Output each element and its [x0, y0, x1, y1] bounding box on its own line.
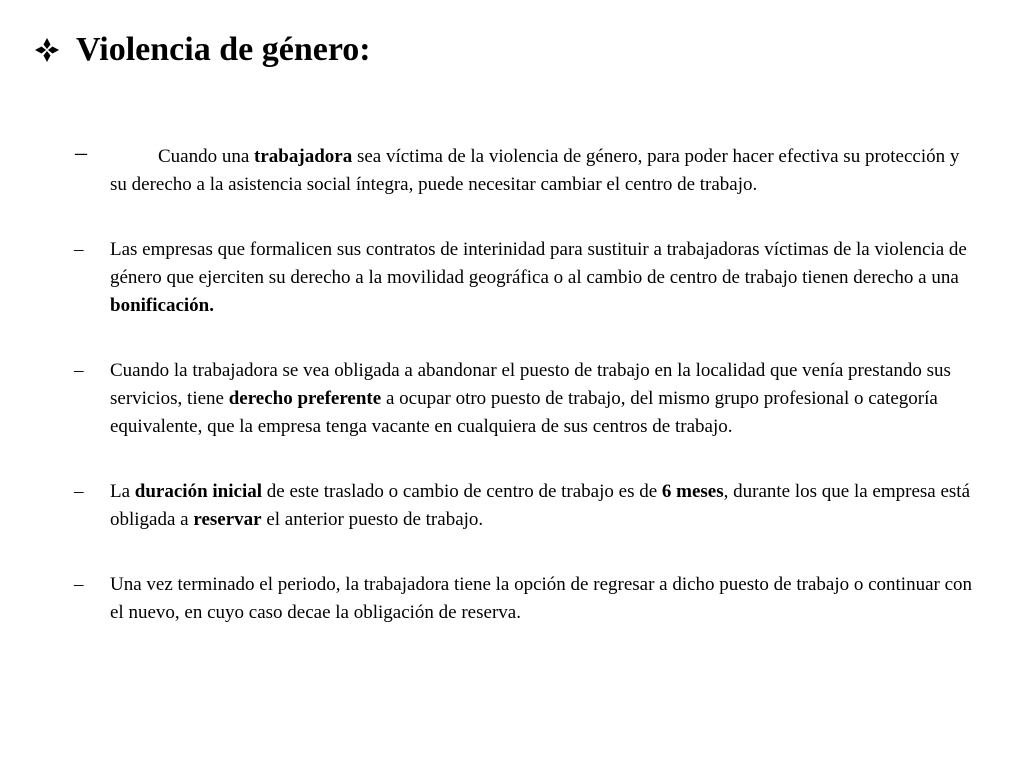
item-text-3-2: de este traslado o cambio de centro de trabajo es de — [262, 481, 662, 502]
item-text-3-0: La — [110, 481, 135, 502]
list-item — [72, 236, 977, 320]
item-text-2-0: Cuando la trabajadora se vea obligada a abandonar el puesto de trabajo en la localidad que venía prestando sus servicios, tiene — [110, 360, 951, 409]
dash-bullet-icon: – — [74, 481, 84, 502]
item-text-0-2: sea víctima de la violencia de género, para poder hacer efectiva su protección y su derecho a la asistencia social íntegra, puede necesitar cambiar el centro de trabajo. — [110, 146, 960, 195]
item-text-3-6: el anterior puesto de trabajo. — [261, 509, 484, 530]
item-text-3-1: duración inicial — [134, 481, 263, 502]
list-item — [72, 478, 977, 534]
bullet-list — [72, 140, 977, 664]
item-text-1-1: bonificación. — [110, 295, 214, 316]
dash-bullet-icon: – — [74, 239, 84, 260]
list-item — [72, 140, 977, 199]
dash-bullet-icon: – — [74, 360, 84, 381]
title-row — [34, 30, 371, 71]
item-text-3-5: reservar — [193, 509, 262, 530]
list-item — [72, 571, 977, 627]
item-text-3-4: , durante los que la empresa está obligada a — [110, 481, 971, 530]
dash-bullet-icon: – — [74, 574, 84, 595]
page-title: Violencia de género: — [76, 31, 371, 68]
item-text-0-1: trabajadora — [254, 146, 353, 167]
diamond-bullet-icon — [34, 37, 60, 63]
item-text-1-0: Las empresas que formalicen sus contratos de interinidad para sustituir a trabajadoras víctimas de la violencia de género que ejerciten su derecho a la movilidad geográfica o al cambio de centro de trabajo tienen derecho a una — [110, 239, 967, 288]
item-text-2-2: a ocupar otro puesto de trabajo, del mismo grupo profesional o categoría equivalente, que la empresa tenga vacante en cualquiera de sus centros de trabajo. — [110, 388, 938, 437]
item-text-2-1: derecho preferente — [228, 388, 382, 409]
item-text-0-0: Cuando una — [158, 146, 255, 167]
item-text-4-0: Una vez terminado el periodo, la trabajadora tiene la opción de regresar a dicho puesto de trabajo o continuar con el nuevo, en cuyo caso decae la obligación de reserva. — [110, 574, 973, 623]
list-item — [72, 357, 977, 441]
item-text-3-3: 6 meses — [661, 481, 724, 502]
dash-bullet-icon: – — [75, 140, 87, 166]
